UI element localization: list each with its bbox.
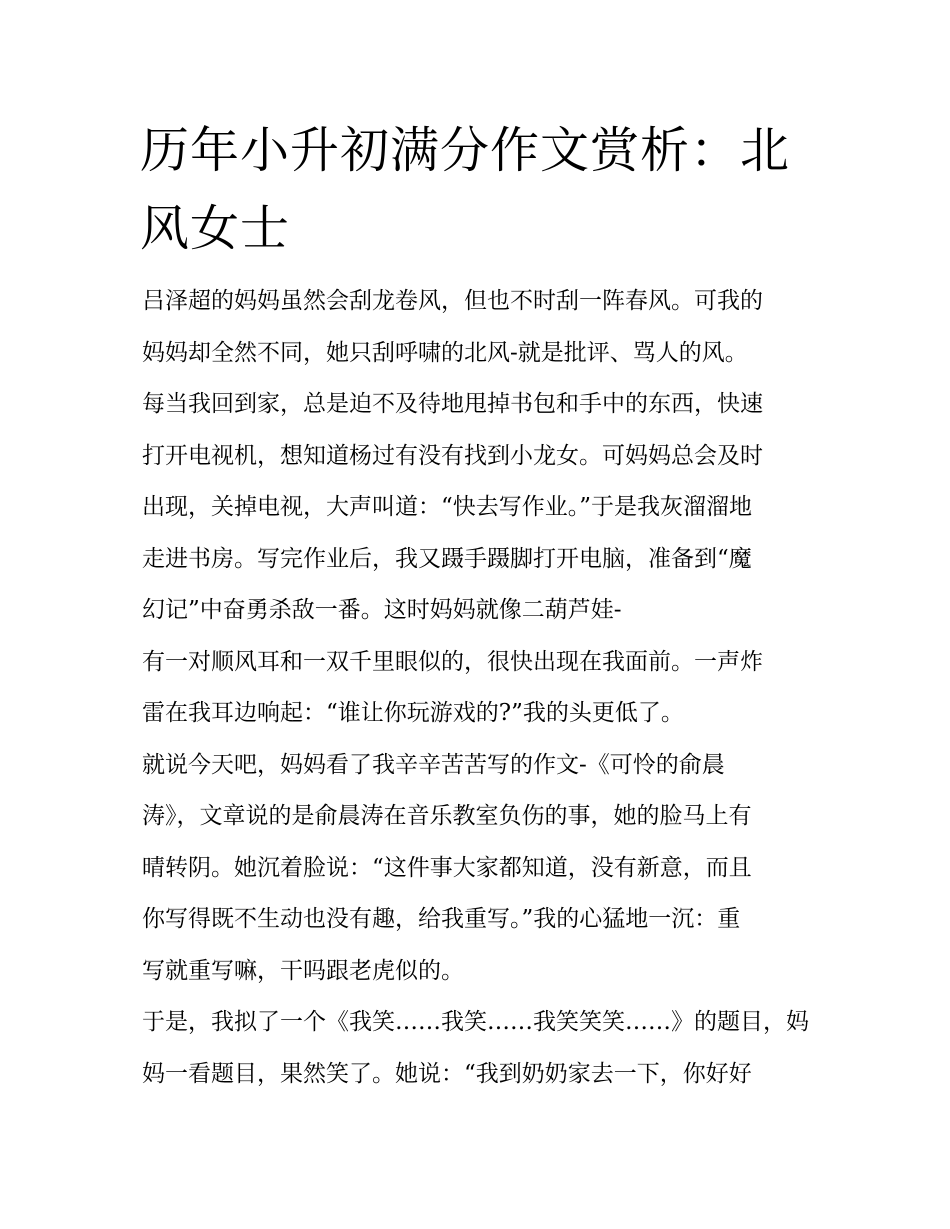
text-line: 幻记”中奋勇杀敌一番。这时妈妈就像二葫芦娃-: [142, 597, 622, 623]
title-line: 历年小升初满分作文赏析：北: [140, 122, 791, 179]
title-line: 风女士: [140, 200, 291, 257]
text-line: 出现，关掉电视，大声叫道：“快去写作业。”于是我灰溜溜地: [142, 494, 753, 520]
text-line: 你写得既不生动也没有趣，给我重写。”我的心猛地一沉：重: [142, 906, 741, 932]
document-title: [140, 112, 820, 268]
text-line: 有一对顺风耳和一双千里眼似的，很快出现在我面前。一声炸: [142, 648, 763, 675]
text-line: 于是，我拟了一个《我笑……我笑……我笑笑笑……》的题目，妈: [142, 1009, 809, 1035]
text-line: 晴转阴。她沉着脸说：“这件事大家都知道，没有新意，而且: [142, 854, 752, 881]
text-line: 妈一看题目，果然笑了。她说：“我到奶奶家去一下，你好好: [142, 1060, 752, 1087]
text-line: 吕泽超的妈妈虽然会刮龙卷风，但也不时刮一阵春风。可我的: [142, 288, 763, 314]
text-line: 打开电视机，想知道杨过有没有找到小龙女。可妈妈总会及时: [142, 442, 763, 469]
text-line: 写就重写嘛，干吗跟老虎似的。: [142, 957, 464, 984]
text-line: 妈妈却全然不同，她只刮呼啸的北风-就是批评、骂人的风。: [142, 339, 748, 366]
text-line: 雷在我耳边响起：“谁让你玩游戏的?”我的头更低了。: [142, 700, 684, 726]
essay-body: [142, 276, 822, 1100]
text-line: 涛》，文章说的是俞晨涛在音乐教室负伤的事，她的脸马上有: [142, 803, 752, 829]
text-line: 每当我回到家，总是迫不及待地甩掉书包和手中的东西，快速: [142, 391, 763, 417]
text-line: 走进书房。写完作业后，我又蹑手蹑脚打开电脑，准备到“魔: [142, 545, 752, 572]
text-line: 就说今天吧，妈妈看了我辛辛苦苦写的作文-《可怜的俞晨: [142, 751, 725, 778]
